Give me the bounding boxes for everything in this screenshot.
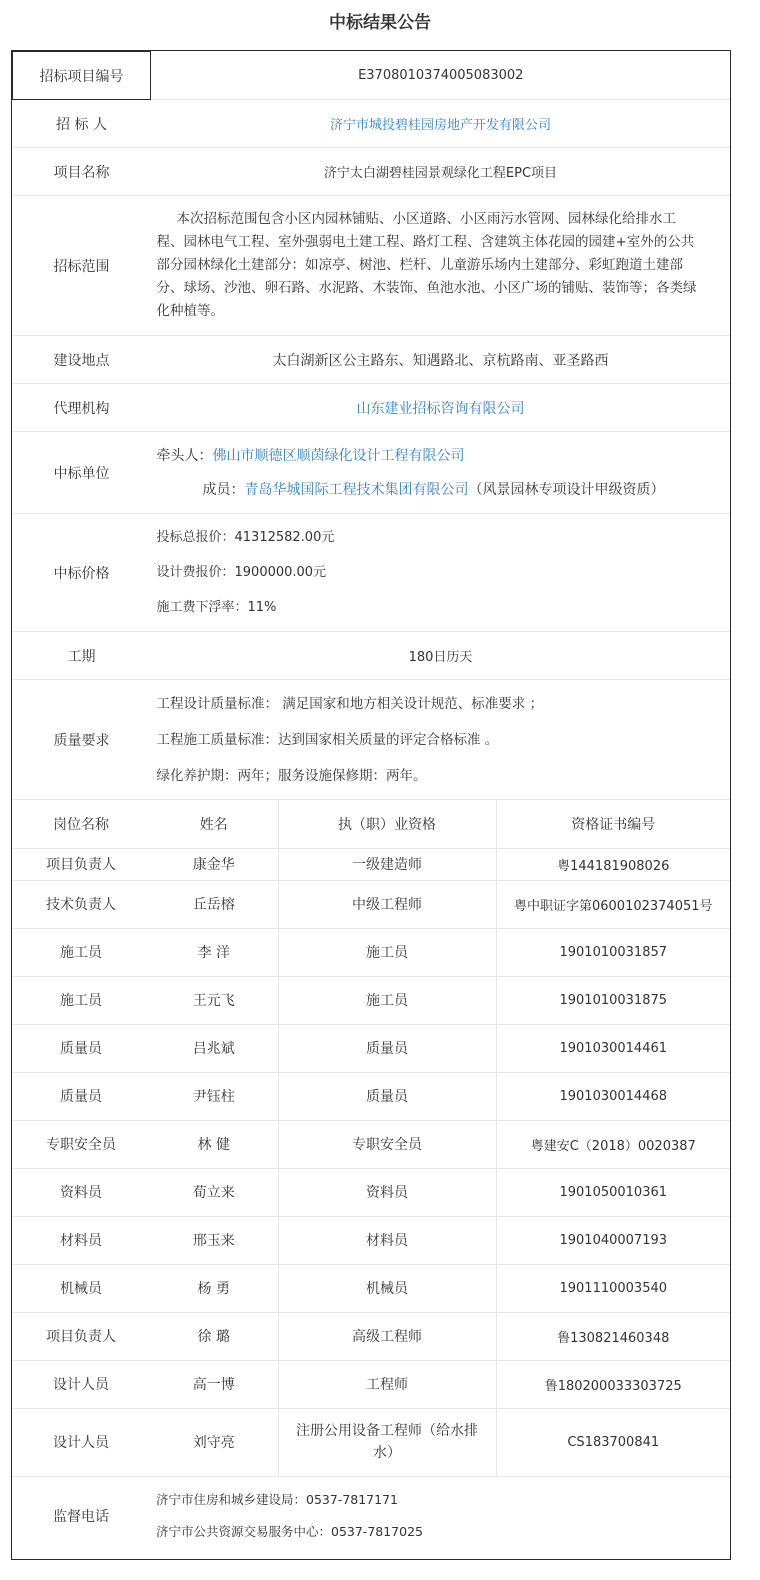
- staff-post: 项目负责人: [12, 1312, 150, 1360]
- label-agency: 代理机构: [13, 384, 151, 432]
- staff-row: [12, 1024, 730, 1072]
- location-value: 太白湖新区公主路东、知遇路北、京杭路南、亚圣路西: [151, 336, 731, 384]
- label-period: 工期: [13, 632, 151, 680]
- staff-row: [12, 1408, 730, 1476]
- staff-name: 刘守亮: [150, 1408, 278, 1476]
- staff-certificate: 鲁130821460348: [496, 1312, 730, 1360]
- staff-post: 材料员: [12, 1216, 150, 1264]
- label-winner: 中标单位: [13, 432, 151, 514]
- staff-row: [12, 880, 730, 928]
- staff-qualification: 工程师: [278, 1360, 496, 1408]
- staff-certificate: CS183700841: [496, 1408, 730, 1476]
- staff-post: 项目负责人: [12, 848, 150, 880]
- project-code-value: E3708010374005083002: [151, 52, 731, 100]
- staff-certificate: 1901010031857: [496, 928, 730, 976]
- project-name-value: 济宁太白湖碧桂园景观绿化工程EPC项目: [151, 148, 731, 196]
- scope-line: 程、园林电气工程、室外强弱电土建工程、路灯工程、含建筑主体花园的园建+室外的公共: [156, 234, 695, 250]
- staff-row: [12, 1072, 730, 1120]
- row-price: [13, 514, 731, 632]
- staff-post: 质量员: [12, 1072, 150, 1120]
- staff-certificate: 1901110003540: [496, 1264, 730, 1312]
- row-tenderer: [13, 100, 731, 148]
- supervision-phone-exchange: 济宁市公共资源交易服务中心：0537-7817025: [156, 1523, 423, 1539]
- scope-line: 分、球场、沙池、卵石路、水泥路、木装饰、鱼池水池、小区广场的铺贴、装饰等；各类绿: [156, 280, 697, 296]
- winner-value: [151, 432, 731, 514]
- staff-certificate: 粤中职证字第0600102374051号: [496, 880, 730, 928]
- supervision-value: [150, 1477, 730, 1555]
- page-title: 中标结果公告: [329, 13, 431, 33]
- label-tenderer: 招 标 人: [13, 100, 151, 148]
- row-agency: [13, 384, 731, 432]
- staff-certificate: 粤建安C（2018）0020387: [496, 1120, 730, 1168]
- total-bid: 投标总报价：41312582.00元: [156, 530, 335, 545]
- scope-line: 本次招标范围包含小区内园林铺贴、小区道路、小区雨污水管网、园林绿化给排水工: [176, 211, 676, 227]
- scope-text: [151, 196, 731, 336]
- staff-name: 李 洋: [150, 928, 278, 976]
- staff-name: 邢玉来: [150, 1216, 278, 1264]
- staff-certificate: 鲁180200033303725: [496, 1360, 730, 1408]
- row-scope: [13, 196, 731, 336]
- staff-certificate: 1901040007193: [496, 1216, 730, 1264]
- supervision-table: [12, 1477, 730, 1555]
- label-scope: 招标范围: [13, 196, 151, 336]
- lead-company-link[interactable]: 佛山市顺德区顺茵绿化设计工程有限公司: [212, 447, 465, 464]
- price-value: [151, 514, 731, 632]
- staff-row: [12, 848, 730, 880]
- staff-qualification: 中级工程师: [278, 880, 496, 928]
- staff-post: 资料员: [12, 1168, 150, 1216]
- staff-post: 设计人员: [12, 1360, 150, 1408]
- header-name: 姓名: [150, 800, 278, 848]
- row-project-code: [13, 52, 731, 100]
- construction-rate: 施工费下浮率：11%: [156, 600, 277, 615]
- design-fee: 设计费报价：1900000.00元: [156, 565, 327, 580]
- row-supervision: [12, 1477, 730, 1555]
- label-project-code: 招标项目编号: [13, 52, 151, 100]
- row-project-name: [13, 148, 731, 196]
- staff-name: 荀立来: [150, 1168, 278, 1216]
- quality-value: [151, 680, 731, 800]
- staff-row: [12, 928, 730, 976]
- staff-name: 丘岳榕: [150, 880, 278, 928]
- staff-name: 林 健: [150, 1120, 278, 1168]
- winner-member: [151, 473, 731, 507]
- staff-qualification: 质量员: [278, 1072, 496, 1120]
- header-qualification: 执（职）业资格: [278, 800, 496, 848]
- label-project-name: 项目名称: [13, 148, 151, 196]
- member-prefix: 成员：: [202, 481, 245, 498]
- info-table: [12, 51, 731, 800]
- staff-qualification: 专职安全员: [278, 1120, 496, 1168]
- staff-post: 机械员: [12, 1264, 150, 1312]
- staff-certificate: 1901030014461: [496, 1024, 730, 1072]
- staff-post: 施工员: [12, 976, 150, 1024]
- header-post: 岗位名称: [12, 800, 150, 848]
- row-quality: [13, 680, 731, 800]
- staff-row: [12, 1264, 730, 1312]
- staff-qualification: 机械员: [278, 1264, 496, 1312]
- staff-row: [12, 1360, 730, 1408]
- design-standard: 工程设计质量标准： 满足国家和地方相关设计规范、标准要求 ；: [156, 695, 544, 712]
- lead-prefix: 牵头人：: [156, 447, 213, 464]
- staff-certificate: 1901050010361: [496, 1168, 730, 1216]
- label-price: 中标价格: [13, 514, 151, 632]
- staff-certificate: 1901030014468: [496, 1072, 730, 1120]
- staff-post: 技术负责人: [12, 880, 150, 928]
- label-location: 建设地点: [13, 336, 151, 384]
- scope-line: 部分园林绿化土建部分：如凉亭、树池、栏杆、儿童游乐场内土建部分、彩虹跑道土建部: [156, 257, 683, 273]
- tenderer-link[interactable]: 济宁市城投碧桂园房地产开发有限公司: [329, 118, 551, 133]
- staff-name: 吕兆斌: [150, 1024, 278, 1072]
- staff-post: 专职安全员: [12, 1120, 150, 1168]
- staff-row: [12, 1312, 730, 1360]
- member-company-link[interactable]: 青岛华城国际工程技术集团有限公司: [244, 481, 469, 498]
- header-certificate: 资格证书编号: [496, 800, 730, 848]
- staff-name: 杨 勇: [150, 1264, 278, 1312]
- scope-line: 化种植等。: [156, 303, 224, 319]
- staff-header-row: [12, 800, 730, 848]
- staff-qualification: 材料员: [278, 1216, 496, 1264]
- staff-row: [12, 1168, 730, 1216]
- staff-name: 尹钰柱: [150, 1072, 278, 1120]
- staff-post: 质量员: [12, 1024, 150, 1072]
- staff-qualification: 高级工程师: [278, 1312, 496, 1360]
- staff-qualification: 施工员: [278, 928, 496, 976]
- construction-standard: 工程施工质量标准：达到国家相关质量的评定合格标准 。: [156, 731, 499, 748]
- member-qualification: （风景园林专项设计甲级资质）: [468, 481, 665, 498]
- staff-name: 高一博: [150, 1360, 278, 1408]
- staff-certificate: 1901010031875: [496, 976, 730, 1024]
- staff-certificate: 粤144181908026: [496, 848, 730, 880]
- label-quality: 质量要求: [13, 680, 151, 800]
- staff-post: 设计人员: [12, 1408, 150, 1476]
- staff-row: [12, 976, 730, 1024]
- staff-post: 施工员: [12, 928, 150, 976]
- staff-row: [12, 1120, 730, 1168]
- staff-name: 徐 璐: [150, 1312, 278, 1360]
- staff-qualification: 注册公用设备工程师（给水排水）: [278, 1408, 496, 1476]
- staff-qualification: 质量员: [278, 1024, 496, 1072]
- staff-table: [12, 800, 730, 1477]
- staff-qualification: 施工员: [278, 976, 496, 1024]
- staff-name: 王元飞: [150, 976, 278, 1024]
- period-value: 180日历天: [151, 632, 731, 680]
- staff-qualification: 资料员: [278, 1168, 496, 1216]
- staff-name: 康金华: [150, 848, 278, 880]
- row-winner: [13, 432, 731, 514]
- row-period: [13, 632, 731, 680]
- supervision-phone-housing: 济宁市住房和城乡建设局：0537-7817171: [156, 1491, 398, 1507]
- maintenance-period: 绿化养护期：两年；服务设施保修期：两年。: [156, 767, 427, 784]
- result-table: [11, 50, 731, 1560]
- label-supervision: 监督电话: [53, 1508, 109, 1525]
- winner-lead: [151, 439, 731, 473]
- staff-qualification: 一级建造师: [278, 848, 496, 880]
- row-location: [13, 336, 731, 384]
- agency-link[interactable]: 山东建业招标咨询有限公司: [356, 400, 525, 417]
- staff-row: [12, 1216, 730, 1264]
